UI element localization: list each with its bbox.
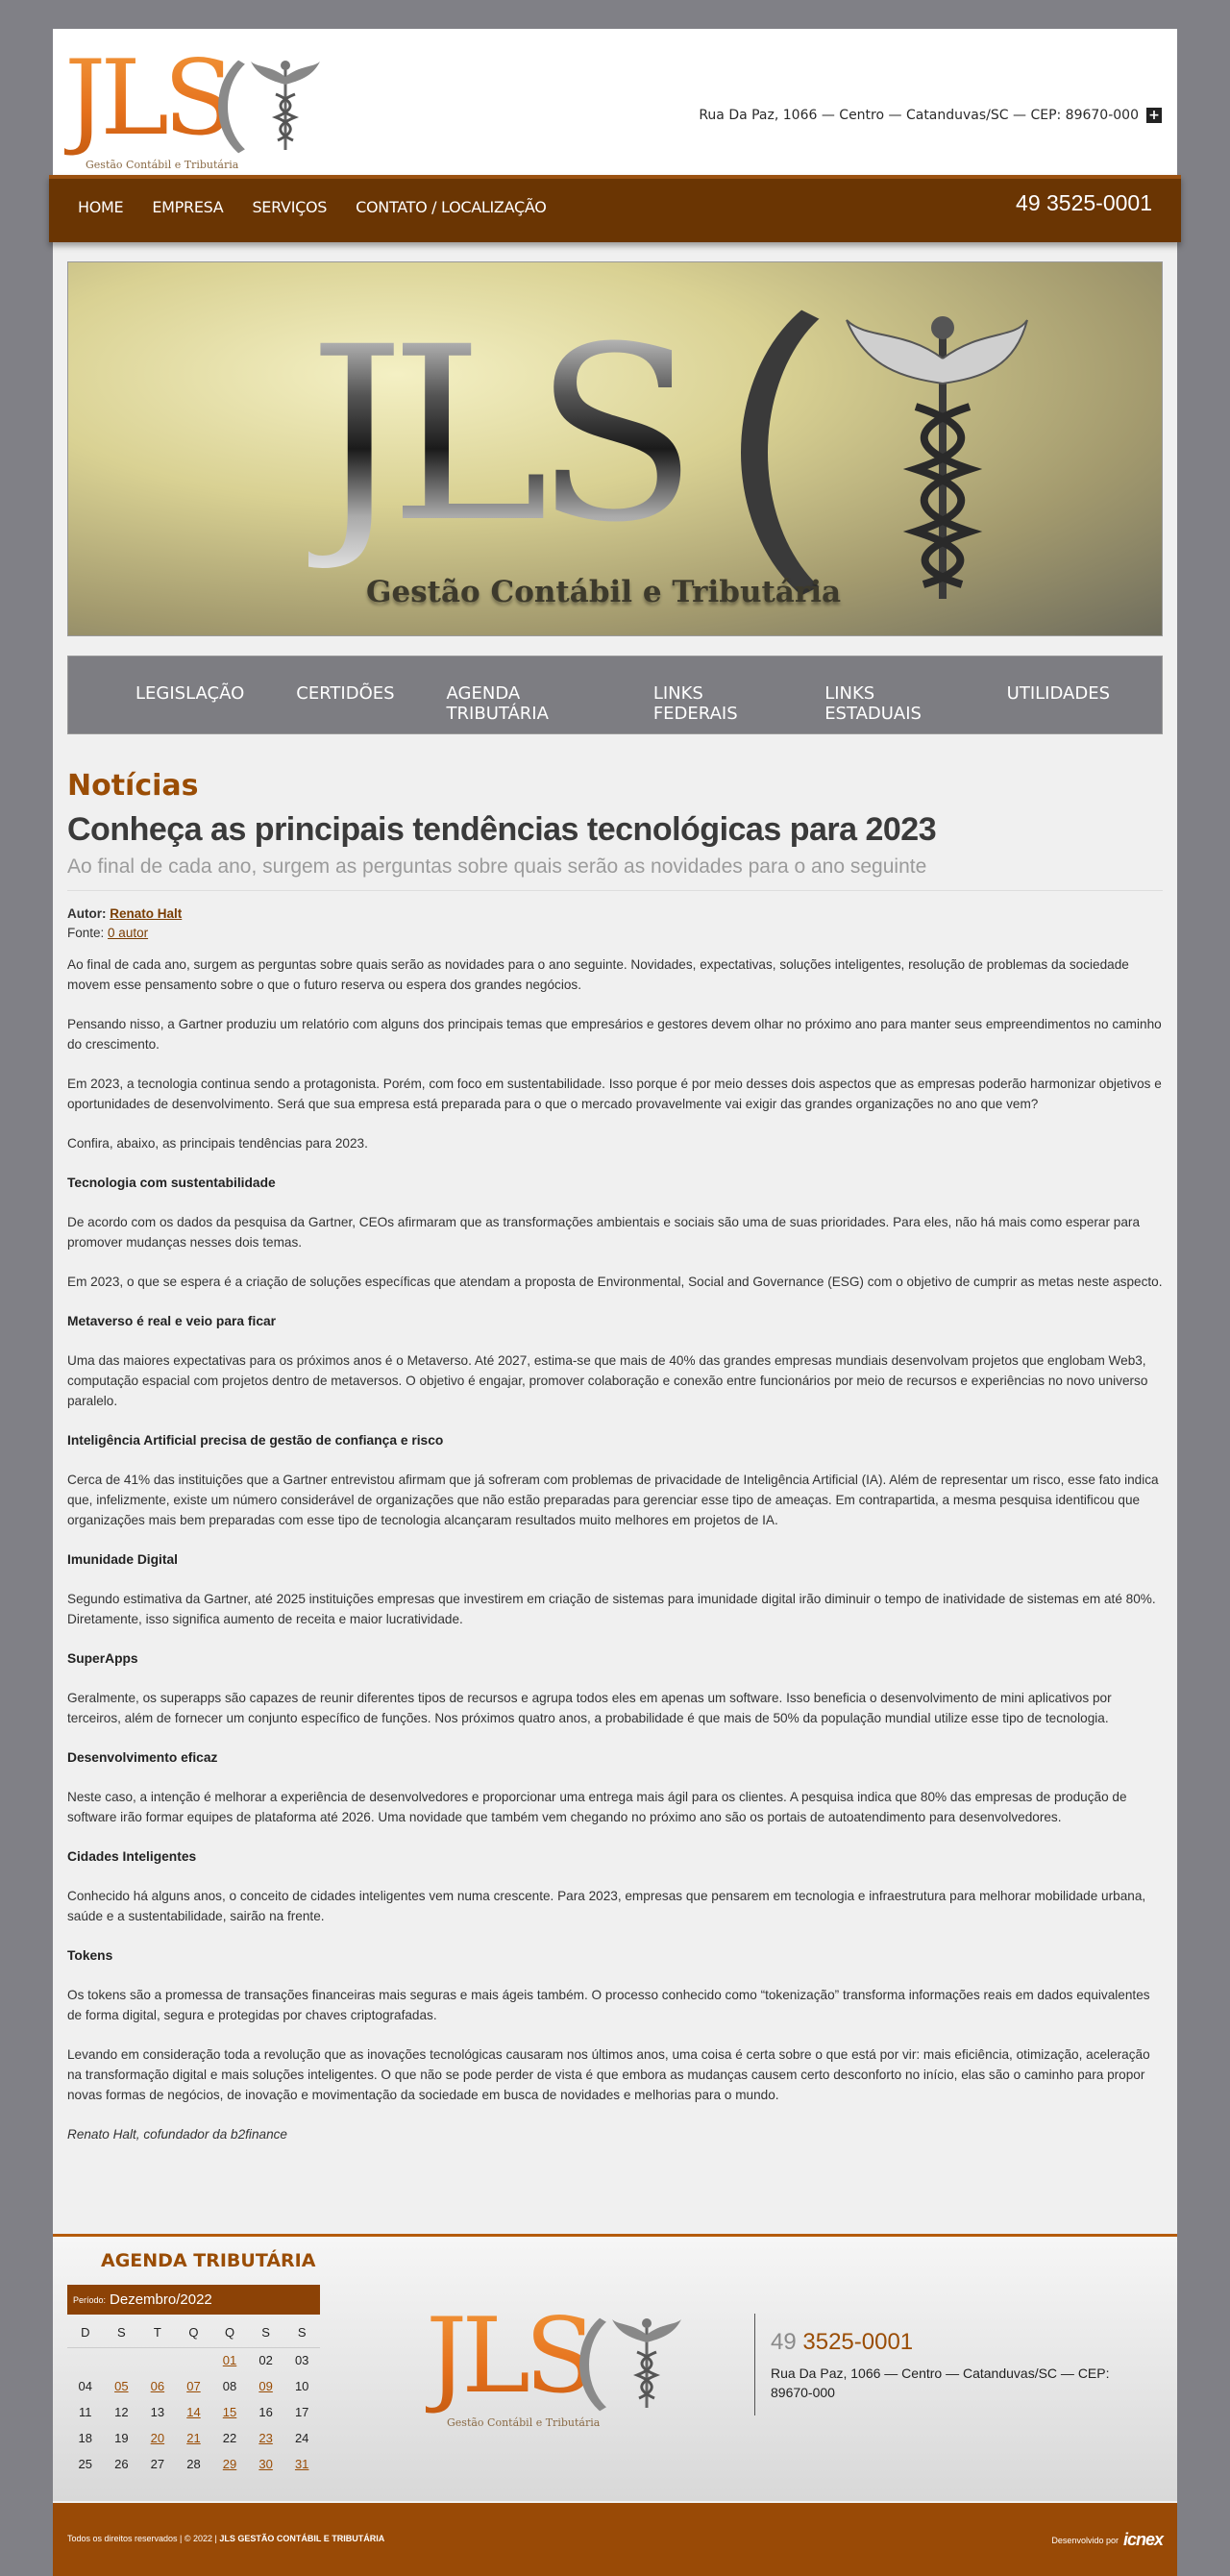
calendar-day: 11	[79, 2405, 92, 2419]
weekday-header: T	[139, 2318, 176, 2347]
calendar-day: 28	[186, 2457, 201, 2471]
weekday-header: S	[283, 2318, 320, 2347]
article-paragraph: Pensando nisso, a Gartner produziu um relatório com alguns dos principais temas que empresários e gestores devem olhar no próximo ano para manter seus empreendimentos no caminho do crescimento.	[67, 1017, 1162, 1052]
footer-logo-tagline: Gestão Contábil e Tributária	[447, 2416, 601, 2429]
copyright	[67, 2534, 384, 2543]
article-subheading: Imunidade Digital	[67, 1552, 178, 1567]
main-nav	[49, 175, 1181, 242]
calendar-day: 18	[78, 2431, 93, 2445]
footer-phone-number: 3525-0001	[802, 2329, 914, 2355]
calendar-day: 13	[150, 2405, 165, 2419]
banner-tagline: Gestão Contábil e Tributária	[366, 575, 842, 609]
author-line	[67, 904, 1163, 924]
calendar-day[interactable]: 09	[258, 2379, 273, 2393]
subnav-item-legislacao[interactable]: LEGISLAÇÃO	[135, 683, 245, 704]
article-paragraph: Segundo estimativa da Gartner, até 2025 instituições empresas que investirem em criação de sistemas para imunidade digital irão diminuir o tempo de inatividade de sistemas em até 80%. Diretamente, isso significa aumento de receita e maior lucratividade.	[67, 1592, 1156, 1626]
caduceus-icon	[247, 56, 324, 152]
logo-wordmark: JLS	[64, 37, 229, 161]
nav-item-servicos[interactable]: SERVIÇOS	[252, 198, 328, 216]
article-paragraph: Confira, abaixo, as principais tendências para 2023.	[67, 1136, 368, 1151]
footer-contact	[754, 2314, 1139, 2415]
source-link[interactable]: 0 autor	[108, 926, 149, 940]
logo-tagline: Gestão Contábil e Tributária	[86, 159, 239, 171]
header-address-text: Rua Da Paz, 1066 — Centro — Catanduvas/SC — CEP: 89670-000	[699, 108, 1139, 123]
calendar-day[interactable]: 30	[258, 2457, 273, 2471]
subnav-item-links-estaduais[interactable]: LINKS ESTADUAIS	[824, 683, 922, 724]
subnav-item-links-federais[interactable]: LINKS FEDERAIS	[652, 683, 738, 724]
calendar-day: 25	[78, 2457, 93, 2471]
calendar-weekdays	[67, 2318, 320, 2347]
calendar-day: 02	[258, 2353, 273, 2368]
calendar-day[interactable]: 07	[186, 2379, 201, 2393]
site-header	[53, 29, 1177, 175]
article-subheading: Tecnologia com sustentabilidade	[67, 1176, 276, 1190]
article-paragraph: Em 2023, a tecnologia continua sendo a protagonista. Porém, com foco em sustentabilidade. Isso porque é por meio desses dois aspectos que as empresas poderão harmonizar objetivos e oportunidades de desenvolvimento. Será que sua empresa está preparada para o que o mercado provavelmente vai exigir das grandes organizações no ano que vem?	[67, 1077, 1162, 1111]
footer-phone	[771, 2329, 1139, 2356]
calendar-week	[67, 2451, 320, 2477]
bottom-bar	[53, 2503, 1177, 2576]
page	[53, 29, 1177, 2576]
article-subheading: Inteligência Artificial precisa de gestão de confiança e risco	[67, 1433, 444, 1448]
article-title: Conheça as principais tendências tecnológicas para 2023	[67, 811, 937, 848]
calendar-day: 19	[114, 2431, 129, 2445]
calendar-body	[67, 2347, 320, 2477]
header-phone: 49 3525-0001	[1016, 190, 1152, 215]
nav-item-contato[interactable]: CONTATO / LOCALIZAÇÃO	[356, 198, 547, 216]
copyright-company: JLS GESTÃO CONTÁBIL E TRIBUTÁRIA	[219, 2534, 385, 2543]
calendar-day[interactable]: 15	[222, 2405, 237, 2419]
caduceus-icon	[608, 2314, 685, 2410]
developer-label: Desenvolvido por	[1051, 2535, 1119, 2545]
calendar-day[interactable]: 01	[222, 2353, 237, 2368]
article-paragraph: Levando em consideração toda a revolução que as inovações tecnológicas causaram nos últimos anos, uma coisa é certa sobre o que está por vir: mais eficiência, otimização, aceleração na transformação digital e mais soluções inteligentes. O que não se pode perder de vista é que embora as mudanças causem certo desconforto no início, elas são o caminho para propor novas formas de negócios, de inovação e movimentação da sociedade em busca de novidades e melhorias para o mundo.	[67, 2047, 1150, 2102]
footer-address: Rua Da Paz, 1066 — Centro — Catanduvas/SC — CEP: 89670-000	[771, 2365, 1110, 2400]
site-logo[interactable]	[64, 37, 324, 171]
subnav-item-agenda-tributaria[interactable]: AGENDA TRIBUTÁRIA	[446, 683, 549, 724]
weekday-header: Q	[211, 2318, 248, 2347]
calendar-week	[67, 2347, 320, 2373]
calendar-day: 08	[222, 2379, 237, 2393]
calendar-day	[176, 2347, 212, 2373]
calendar-day: 27	[150, 2457, 165, 2471]
footer-logo-wordmark: JLS	[426, 2294, 590, 2419]
calendar-day[interactable]: 05	[114, 2379, 129, 2393]
calendar-week	[67, 2399, 320, 2425]
calendar-day: 10	[294, 2379, 309, 2393]
subnav-item-utilidades[interactable]: UTILIDADES	[1006, 683, 1110, 704]
article-paragraph: Cerca de 41% das instituições que a Gartner entrevistou afirmam que já sofreram com problemas de privacidade de Inteligência Artificial (IA). Além de representar um risco, esse fato indica que, infelizmente, existe um número considerável de organizações que não estão preparadas para gerenciar esse tipo de ameaças. Em contrapartida, a mesma pesquisa identificou que organizações mais bem preparadas com esse tipo de tecnologia alcançaram resultados muito melhores em projetos de IA.	[67, 1473, 1159, 1527]
calendar-header	[67, 2285, 320, 2315]
article-subheading: Metaverso é real e veio para ficar	[67, 1314, 277, 1328]
weekday-header: S	[248, 2318, 284, 2347]
author-link[interactable]: Renato Halt	[110, 906, 183, 921]
article-paragraph: Ao final de cada ano, surgem as perguntas sobre quais serão as novidades para o ano seguinte. Novidades, expectativas, soluções inteligentes, resolução de problemas da sociedade movem esse pensamento sobre o que o futuro reserva ou espera dos grandes negócios.	[67, 957, 1129, 992]
footer-logo[interactable]	[426, 2294, 685, 2429]
calendar-day[interactable]: 20	[150, 2431, 165, 2445]
copyright-text: Todos os direitos reservados | © 2022 |	[67, 2534, 217, 2543]
header-address	[699, 108, 1162, 123]
calendar-table	[67, 2318, 320, 2477]
news-article	[67, 769, 1163, 2164]
nav-item-empresa[interactable]: EMPRESA	[152, 198, 224, 216]
calendar-day[interactable]: 29	[222, 2457, 237, 2471]
calendar-day[interactable]: 31	[294, 2457, 309, 2471]
nav-item-home[interactable]: HOME	[78, 198, 124, 216]
article-body	[67, 954, 1163, 2144]
period-label: Período:	[73, 2294, 107, 2305]
article-paragraph: Neste caso, a intenção é melhorar a experiência de desenvolvedores e proporcionar uma entrega mais ágil para os clientes. A pesquisa indica que 80% das empresas de produção de software irão formar equipes de plataforma até 2026. Uma novidade que também vem chegando no próximo ano são os portais de autoatendimento para desenvolvedores.	[67, 1790, 1127, 1824]
calendar-day: 16	[258, 2405, 273, 2419]
banner-wordmark: JLS	[308, 295, 683, 575]
agenda-title: AGENDA TRIBUTÁRIA	[101, 2250, 316, 2271]
article-paragraph: Geralmente, os superapps são capazes de reunir diferentes tipos de recursos e agrupa todos eles em apenas um software. Isso beneficia o desenvolvimento de mini aplicativos por terceiros, além de fornecer um conjunto específico de funções. Nos próximos quatro anos, a probabilidade é que mais de 50% da população mundial utilize esse tipo de tecnologia.	[67, 1691, 1112, 1725]
calendar-day: 26	[114, 2457, 129, 2471]
subnav-item-certidoes[interactable]: CERTIDÕES	[296, 683, 395, 704]
developer-credit[interactable]	[1051, 2530, 1163, 2550]
source-label: Fonte:	[67, 926, 105, 940]
calendar-day: 17	[294, 2405, 309, 2419]
author-label: Autor:	[67, 906, 107, 921]
article-subheading: Desenvolvimento eficaz	[67, 1750, 218, 1765]
calendar-day[interactable]: 21	[186, 2431, 201, 2445]
calendar-day: 04	[78, 2379, 93, 2393]
calendar-day: 12	[114, 2405, 129, 2419]
period-value[interactable]: Dezembro/2022	[110, 2291, 212, 2308]
calendar-day[interactable]: 14	[186, 2405, 201, 2419]
article-paragraph: Em 2023, o que se espera é a criação de soluções específicas que atendam a proposta de Environmental, Social and Governance (ESG) com o objetivo de cumprir as metas neste aspecto.	[67, 1275, 1163, 1289]
source-line	[67, 924, 1163, 943]
calendar-day: 03	[294, 2353, 309, 2368]
developer-logo: icnex	[1122, 2530, 1163, 2549]
plus-icon[interactable]: +	[1146, 108, 1162, 123]
footer-phone-prefix: 49	[771, 2329, 797, 2355]
calendar-day	[67, 2347, 104, 2373]
calendar-day	[139, 2347, 176, 2373]
article-paragraph: Os tokens são a promessa de transações financeiras mais seguras e mais ágeis também. O processo conhecido como “tokenização” transforma informações reais em dados equivalentes de forma digital, segura e protegidas por chaves criptografadas.	[67, 1988, 1150, 2022]
article-subheading: Cidades Inteligentes	[67, 1849, 197, 1864]
weekday-header: Q	[176, 2318, 212, 2347]
calendar-day[interactable]: 23	[258, 2431, 273, 2445]
calendar-day: 24	[294, 2431, 309, 2445]
calendar-week	[67, 2373, 320, 2399]
calendar-day[interactable]: 06	[150, 2379, 165, 2393]
article-subheading: Tokens	[67, 1948, 113, 1963]
weekday-header: S	[104, 2318, 140, 2347]
article-subtitle: Ao final de cada ano, surgem as perguntas sobre quais serão as novidades para o ano seguinte	[67, 854, 1163, 891]
article-paragraph: Conhecido há alguns anos, o conceito de cidades inteligentes vem numa crescente. Para 2023, empresas que pensarem em tecnologia e infraestrutura para melhorar mobilidade urbana, saúde e a sustentabilidade, sairão na frente.	[67, 1889, 1146, 1923]
secondary-nav	[67, 656, 1163, 734]
article-signature: Renato Halt, cofundador da b2finance	[67, 2127, 287, 2142]
caduceus-icon	[799, 291, 1029, 608]
article-subheading: SuperApps	[67, 1651, 138, 1666]
weekday-header: D	[67, 2318, 104, 2347]
calendar-week	[67, 2425, 320, 2451]
article-meta	[67, 904, 1163, 943]
article-paragraph: Uma das maiores expectativas para os próximos anos é o Metaverso. Até 2027, estima-se que mais de 40% das grandes empresas mundiais desenvolvam projetos que englobam Web3, computação espacial com projetos dentro de metaversos. O objetivo é engajar, promover colaboração e conexão entre funcionários por meio de recursos e experiências no novo universo paralelo.	[67, 1353, 1148, 1408]
calendar-day	[104, 2347, 140, 2373]
site-footer	[53, 2234, 1177, 2501]
agenda-calendar	[67, 2285, 320, 2477]
article-paragraph: De acordo com os dados da pesquisa da Gartner, CEOs afirmaram que as transformações ambientais e sociais são uma de suas prioridades. Para eles, não há mais como esperar para promover mudanças nesses dois temas.	[67, 1215, 1141, 1250]
calendar-day: 22	[222, 2431, 237, 2445]
section-title: Notícias	[67, 769, 199, 803]
hero-banner	[67, 261, 1163, 636]
